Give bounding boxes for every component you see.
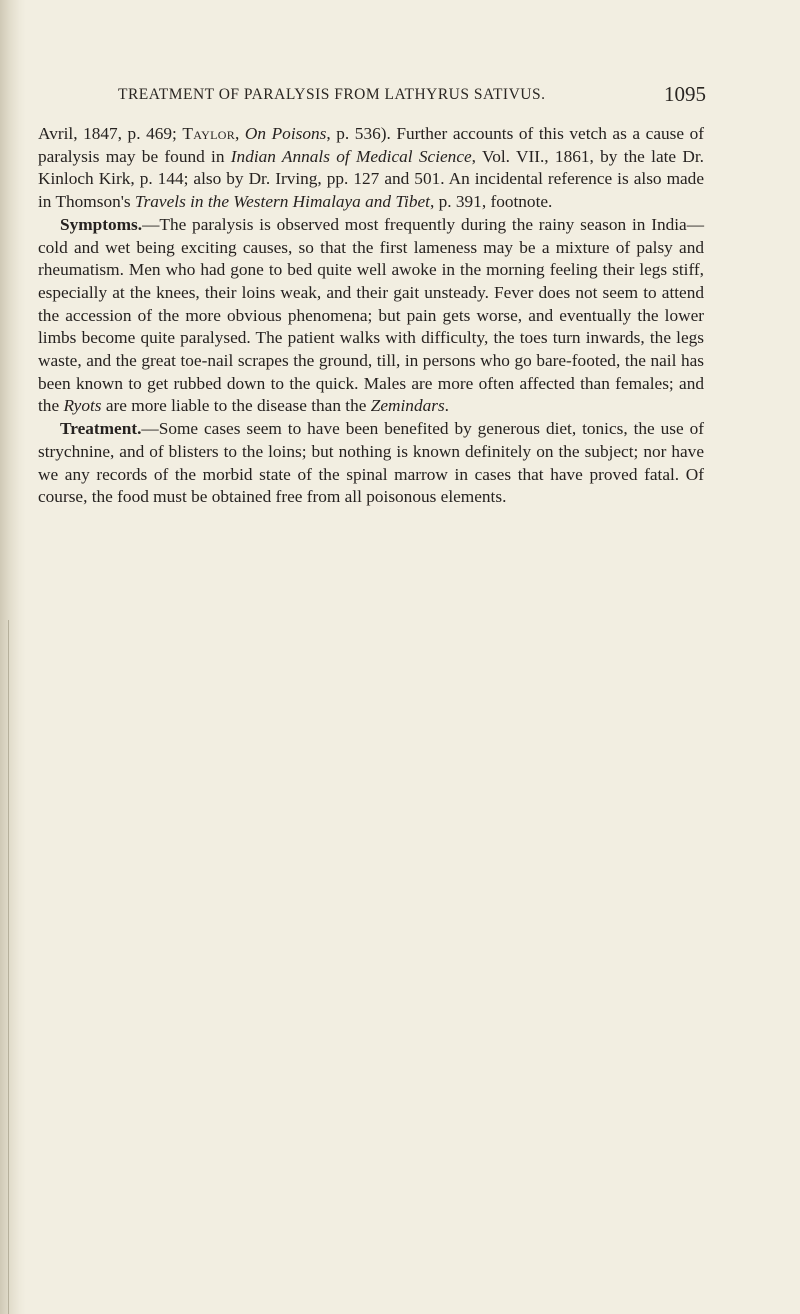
italic-term: Ryots [63,396,102,416]
running-head [118,82,706,108]
text-run: are more liable to the disease than the [101,396,371,416]
book-title: Travels in the Western Himalaya and Tibet [134,192,430,212]
text-run: , p. 536). Further accounts of this vetch as a cause of paralysis may be found in [38,124,704,166]
journal-title: Indian Annals of Medical Science [230,146,472,166]
text-run: —The paralysis is observed most frequently during the rainy season in India—cold and wet being exciting causes, so that the first lameness may be a mixture of palsy and rheumatism. Men who had gone to bed quite well awoke in the morning feeling their legs stiff, especially at the knees, their loins weak, and their gait unsteady. Fever does not seem to attend the accession of the more obvious phenomena; but pain gets worse, and eventually the lower limbs become quite paralysed. The patient walks with difficulty, the toes turn inwards, the legs waste, and the great toe-nail scrapes the ground, till, in persons who go bare-footed, the nail has been known to get rubbed down to the quick. Males are more often affected than females; and the [38,214,704,416]
section-heading-symptoms: Symptoms. [60,214,143,234]
text-run: , p. 391, footnote. [429,192,553,212]
paragraph-references [38,123,704,214]
italic-term: Zemindars [370,396,445,416]
author-name: Taylor [182,124,236,143]
binding-gutter-shadow [0,0,26,1314]
text-run: Avril, 1847, p. 469; [38,124,183,143]
text-run: , Vol. VII., 1861, by the late Dr. Kinloch Kirk, p. 144; also by Dr. Irving, pp. 127 and 501. An incidental reference is also made in Thomson's [38,146,704,212]
page-number: 1095 [664,82,706,106]
text-run: —Some cases seem to have been benefited by generous diet, tonics, the use of strychnine, and of blisters to the loins; but nothing is known definitely on the subject; nor have we any records of the morbid state of the spinal marrow in cases that have proved fatal. Of course, the food must be obtained free from all poisonous elements. [38,419,704,507]
binding-gutter-line [8,620,9,1314]
section-heading-treatment: Treatment. [60,419,142,439]
book-title: On Poisons [244,124,327,143]
body-text [38,123,704,509]
paragraph-treatment [38,418,704,509]
text-run: . [444,396,449,416]
paragraph-symptoms [38,214,704,418]
running-head-title: TREATMENT OF PARALYSIS FROM LATHYRUS SATIVUS. [118,86,546,103]
text-run: , [235,124,245,143]
